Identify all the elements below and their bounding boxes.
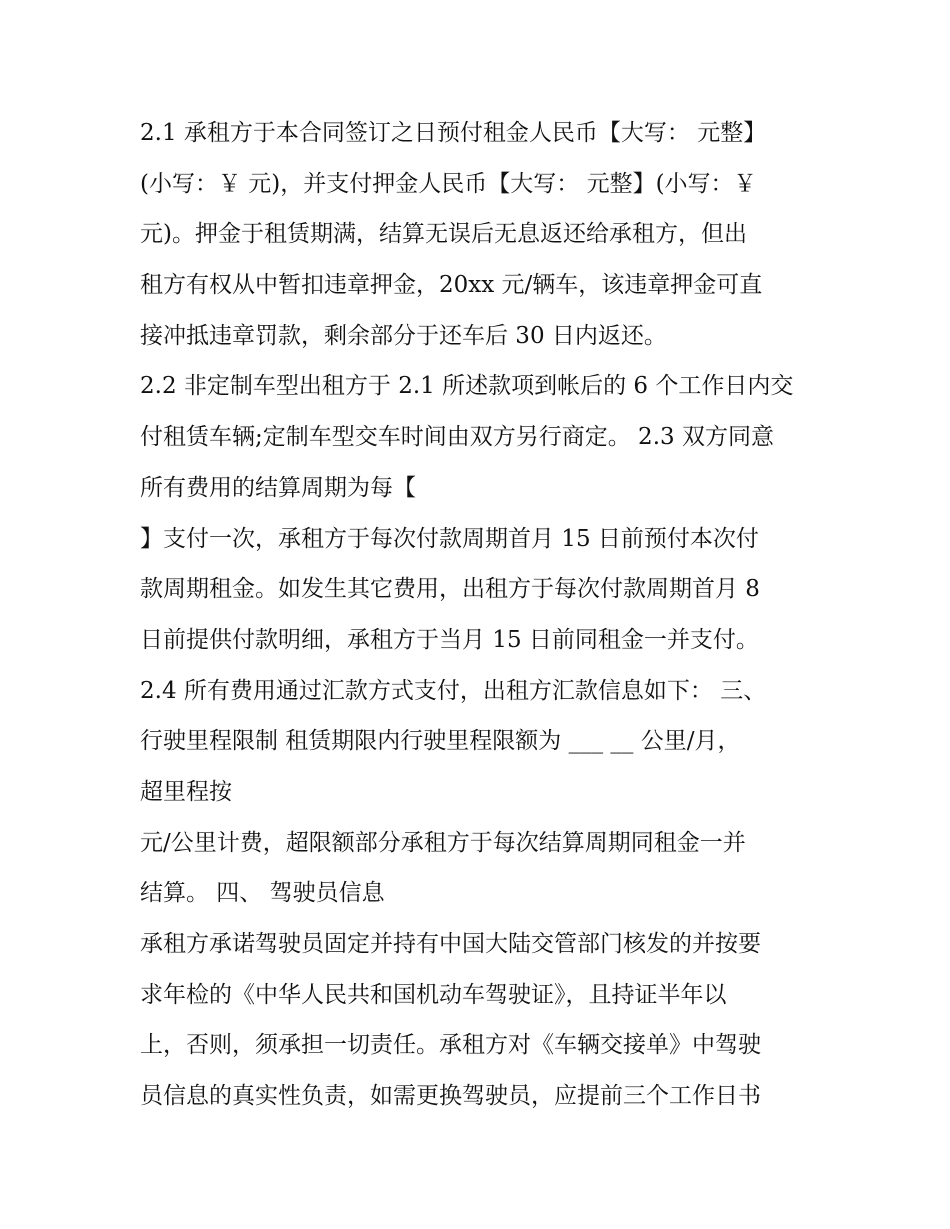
- text-line: 付租赁车辆;定制车型交车时间由双方另行商定。 2.3 双方同意: [140, 424, 774, 451]
- text-line: 员信息的真实性负责，如需更换驾驶员，应提前三个工作日书: [140, 1083, 761, 1110]
- text-line: 日前提供付款明细，承租方于当月 15 日前同租金一并支付。: [140, 626, 759, 653]
- text-line: 2.1 承租方于本合同签订之日预付租金人民币【大写： 元整】: [140, 120, 767, 146]
- text-line: 2.2 非定制车型出租方于 2.1 所述款项到帐后的 6 个工作日内交: [140, 373, 794, 400]
- text-line: 接冲抵违章罚款，剩余部分于还车后 30 日内返还。: [140, 322, 667, 349]
- text-line: 结算。 四、 驾驶员信息: [140, 880, 385, 907]
- text-line: 】支付一次，承租方于每次付款周期首月 15 日前预付本次付: [140, 525, 759, 552]
- text-line: 上，否则，须承担一切责任。承租方对《车辆交接单》中驾驶: [140, 1032, 761, 1059]
- text-line: 款周期租金。如发生其它费用，出租方于每次付款周期首月 8: [140, 576, 760, 603]
- text-line: 行驶里程限制 租赁期限内行驶里程限额为 ___ __ 公里/月，: [140, 728, 741, 755]
- text-line: 承租方承诺驾驶员固定并持有中国大陆交管部门核发的并按要: [140, 931, 761, 957]
- text-line: 租方有权从中暂扣违章押金，20xx 元/辆车，该违章押金可直: [140, 272, 763, 299]
- text-line: 元/公里计费，超限额部分承租方于每次结算周期同租金一并: [140, 829, 746, 856]
- text-line: 超里程按: [140, 778, 232, 805]
- text-line: 求年检的《中华人民共和国机动车驾驶证》，且持证半年以: [140, 981, 727, 1008]
- text-line: 所有费用的结算周期为每【: [140, 474, 416, 501]
- text-line: 元)。押金于租赁期满，结算无误后无息返还给承租方，但出: [140, 221, 747, 248]
- text-line: 2.4 所有费用通过汇款方式支付，出租方汇款信息如下： 三、: [140, 677, 767, 704]
- contract-text-block: [140, 108, 820, 1122]
- text-line: (小写：￥ 元)，并支付押金人民币【大写： 元整】(小写：￥: [140, 170, 757, 197]
